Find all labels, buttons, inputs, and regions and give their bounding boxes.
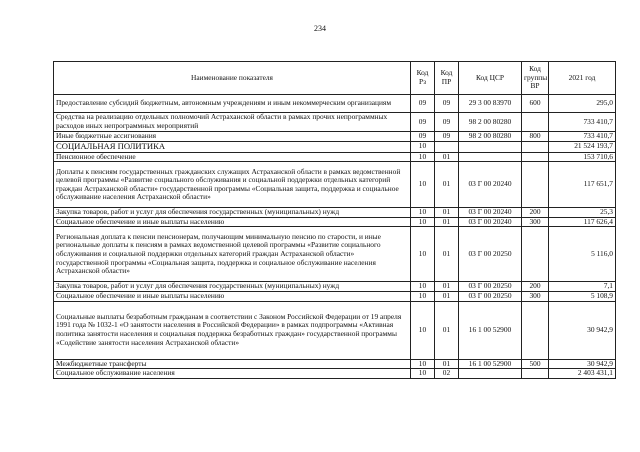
row-csr: 03 Г 00 20240 (459, 162, 522, 208)
row-rz: 10 (411, 141, 435, 152)
row-rz: 10 (411, 301, 435, 359)
row-name: Пенсионное обеспечение (54, 152, 411, 162)
row-rz: 10 (411, 359, 435, 369)
table-row (54, 369, 616, 379)
row-pr: 09 (435, 132, 459, 142)
row-amount: 153 710,6 (549, 152, 616, 162)
header-csr: Код ЦСР (459, 62, 522, 95)
row-csr (459, 152, 522, 162)
row-name: Социальное обслуживание населения (54, 369, 411, 379)
row-amount: 733 410,7 (549, 113, 616, 132)
table-row (54, 217, 616, 227)
row-rz: 10 (411, 152, 435, 162)
row-amount: 30 942,9 (549, 301, 616, 359)
table-row (54, 208, 616, 218)
row-csr: 03 Г 00 20250 (459, 227, 522, 282)
row-amount: 7,1 (549, 282, 616, 292)
row-amount: 2 403 431,1 (549, 369, 616, 379)
row-csr: 03 Г 00 20250 (459, 291, 522, 301)
row-name: Доплаты к пенсиям государственных гражданских служащих Астраханской области в рамках ведомственной целевой программы «Развитие социального обслуживания и социальной поддержки отдельных категорий граждан Астраханской области» государственной программы «Социальная защита, поддержка и социальное обслуживание населения Астраханской области» (54, 162, 411, 208)
row-csr: 29 3 00 83970 (459, 95, 522, 113)
row-name: СОЦИАЛЬНАЯ ПОЛИТИКА (54, 141, 411, 152)
row-rz: 10 (411, 162, 435, 208)
row-csr (459, 141, 522, 152)
row-name: Межбюджетные трансферты (54, 359, 411, 369)
row-vr: 300 (522, 291, 549, 301)
table-row (54, 227, 616, 282)
row-amount: 117 651,7 (549, 162, 616, 208)
table-row (54, 141, 616, 152)
table-row (54, 113, 616, 132)
row-pr: 09 (435, 113, 459, 132)
row-vr: 600 (522, 95, 549, 113)
row-pr: 01 (435, 217, 459, 227)
row-rz: 10 (411, 282, 435, 292)
row-vr: 800 (522, 132, 549, 142)
row-vr (522, 301, 549, 359)
row-csr (459, 369, 522, 379)
row-vr (522, 369, 549, 379)
row-pr: 01 (435, 208, 459, 218)
row-pr: 02 (435, 369, 459, 379)
row-amount: 25,3 (549, 208, 616, 218)
row-name: Социальное обеспечение и иные выплаты населению (54, 291, 411, 301)
header-rz: Код Рз (411, 62, 435, 95)
row-name: Социальные выплаты безработным гражданам в соответствии с Законом Российской Федерации от 19 апреля 1991 года № 1032-1 «О занятости населения в Российской Федерации» в рамках подпрограммы «Активная политика занятости населения и социальная поддержка безработных граждан» государственной программы «Содействие занятости населения Астраханской области» (54, 301, 411, 359)
row-pr: 01 (435, 282, 459, 292)
row-csr: 03 Г 00 20250 (459, 282, 522, 292)
row-name: Средства на реализацию отдельных полномочий Астраханской области в рамках прочих непрограммных расходов иных непрограммных мероприятий (54, 113, 411, 132)
row-rz: 09 (411, 95, 435, 113)
row-csr: 16 1 00 52900 (459, 359, 522, 369)
header-vr: Код группы ВР (522, 62, 549, 95)
row-pr: 01 (435, 291, 459, 301)
row-rz: 10 (411, 227, 435, 282)
row-csr: 98 2 00 80280 (459, 132, 522, 142)
row-pr: 09 (435, 95, 459, 113)
row-amount: 117 626,4 (549, 217, 616, 227)
row-vr (522, 227, 549, 282)
page-number: 234 (314, 24, 326, 33)
header-year: 2021 год (549, 62, 616, 95)
row-vr (522, 152, 549, 162)
row-pr: 01 (435, 227, 459, 282)
row-csr: 03 Г 00 20240 (459, 208, 522, 218)
budget-table (53, 61, 616, 379)
header-name: Наименование показателя (54, 62, 411, 95)
row-name: Иные бюджетные ассигнования (54, 132, 411, 142)
row-name: Предоставление субсидий бюджетным, автономным учреждениям и иным некоммерческим организациям (54, 95, 411, 113)
row-pr: 01 (435, 162, 459, 208)
table-row (54, 301, 616, 359)
row-rz: 10 (411, 369, 435, 379)
row-amount: 5 108,9 (549, 291, 616, 301)
row-rz: 10 (411, 291, 435, 301)
row-csr: 03 Г 00 20240 (459, 217, 522, 227)
row-vr: 500 (522, 359, 549, 369)
row-amount: 21 524 193,7 (549, 141, 616, 152)
row-vr: 200 (522, 282, 549, 292)
row-vr (522, 141, 549, 152)
table-row (54, 162, 616, 208)
row-pr: 01 (435, 301, 459, 359)
header-pr: Код ПР (435, 62, 459, 95)
row-name: Региональная доплата к пенсии пенсионерам, получающим минимальную пенсию по старости, и иные региональные доплаты к пенсиям в рамках ведомственной целевой программы «Развитие социального обслуживания и социальной поддержки отдельных категорий граждан Астраханской области» государственной программы «Социальная защита, поддержка и социальное обслуживание населения Астраханской области» (54, 227, 411, 282)
row-rz: 09 (411, 132, 435, 142)
row-vr (522, 113, 549, 132)
table-row (54, 132, 616, 142)
row-amount: 5 116,0 (549, 227, 616, 282)
row-vr: 300 (522, 217, 549, 227)
table-row (54, 95, 616, 113)
row-amount: 295,0 (549, 95, 616, 113)
row-amount: 30 942,9 (549, 359, 616, 369)
row-csr: 16 1 00 52900 (459, 301, 522, 359)
table-row (54, 291, 616, 301)
row-amount: 733 410,7 (549, 132, 616, 142)
row-name: Закупка товаров, работ и услуг для обеспечения государственных (муниципальных) нужд (54, 282, 411, 292)
row-vr (522, 162, 549, 208)
row-csr: 98 2 00 80280 (459, 113, 522, 132)
row-vr: 200 (522, 208, 549, 218)
row-pr (435, 141, 459, 152)
row-name: Социальное обеспечение и иные выплаты населению (54, 217, 411, 227)
table-header-row (54, 62, 616, 95)
row-rz: 10 (411, 217, 435, 227)
row-pr: 01 (435, 152, 459, 162)
row-rz: 09 (411, 113, 435, 132)
table-row (54, 152, 616, 162)
row-pr: 01 (435, 359, 459, 369)
row-rz: 10 (411, 208, 435, 218)
row-name: Закупка товаров, работ и услуг для обеспечения государственных (муниципальных) нужд (54, 208, 411, 218)
